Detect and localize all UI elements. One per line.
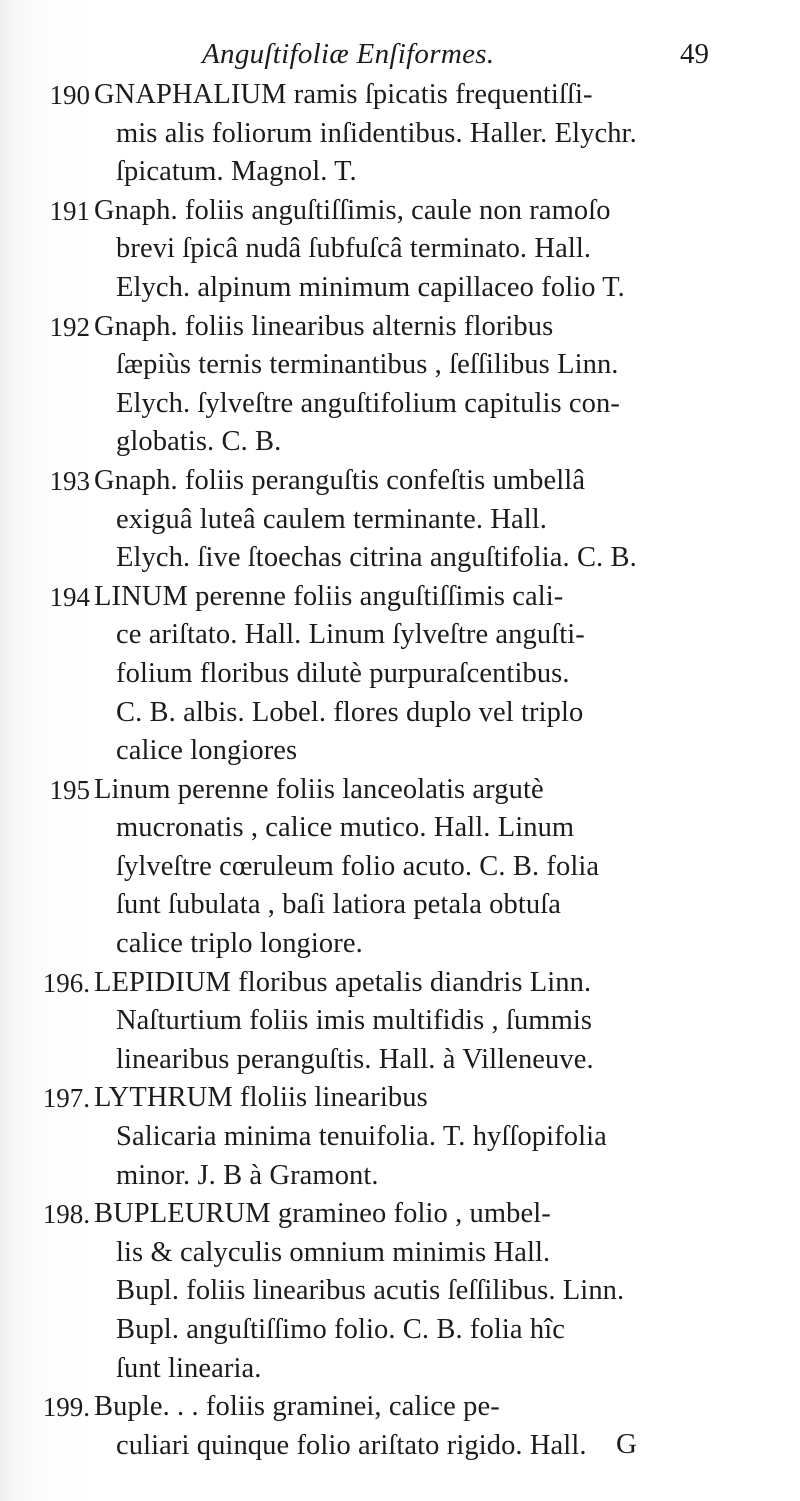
entry-line: ſylveſtre cœruleum folio acuto. C. B. folia	[116, 850, 600, 882]
entry-line: Linum perenne foliis lanceolatis argutè	[94, 773, 544, 805]
entry-193	[0, 462, 800, 578]
entry-number: 193	[49, 465, 90, 496]
entry-number: 194	[49, 581, 90, 612]
entry-line: GNAPHALIUM ramis ſpicatis frequentiſſi-	[94, 79, 593, 110]
entry-number: 191	[49, 195, 90, 226]
entry-line: minor. J. B à Gramont.	[116, 1159, 379, 1191]
entry-line: Naſturtium foliis imis multifidis , ſummis	[116, 1005, 593, 1037]
entry-line: LINUM perenne foliis anguſtiſſimis cali-	[94, 580, 564, 612]
entry-line: Bupl. foliis linearibus acutis ſeſſilibus. Linn.	[116, 1275, 625, 1307]
entry-line: ſæpiùs ternis terminantibus , ſeſſilibus Linn.	[116, 349, 619, 381]
entry-line: folium floribus dilutè purpuraſcentibus.	[116, 657, 570, 689]
entry-line: Elych. ſive ſtoechas citrina anguſtifolia. C. B.	[116, 542, 637, 574]
entry-line: Elych. alpinum minimum capillaceo folio T.	[116, 271, 625, 303]
entry-line: Gnaph. foliis anguſtiſſimis, caule non ramoſo	[94, 194, 611, 226]
entry-199	[0, 1388, 800, 1465]
entry-line: calice triplo longiore.	[116, 928, 363, 960]
entry-number: 196.	[42, 967, 90, 998]
entry-line: lis & calyculis omnium minimis Hall.	[116, 1236, 551, 1268]
entry-192	[0, 308, 800, 462]
entry-line: linearibus peranguſtis. Hall. à Villeneuve.	[116, 1043, 594, 1075]
entry-line: globatis. C. B.	[116, 426, 282, 458]
entry-number: 198.	[42, 1199, 90, 1230]
entry-line: ſunt ſubulata , baſi latiora petala obtuſa	[116, 889, 562, 921]
entry-line: BUPLEURUM gramineo folio , umbel-	[94, 1198, 551, 1230]
entry-line: Gnaph. foliis peranguſtis confeſtis umbellâ	[94, 464, 586, 496]
entry-line: calice longiores	[116, 735, 298, 767]
entry-197	[0, 1079, 800, 1195]
running-title: Anguſtifoliæ Enſiformes.	[202, 38, 495, 70]
entry-number: 199.	[42, 1392, 90, 1423]
running-head	[0, 38, 800, 78]
entry-line: mucronatis , calice mutico. Hall. Linum	[116, 812, 575, 844]
entry-list	[0, 76, 800, 1465]
entry-line: Elych. ſylveſtre anguſtifolium capitulis con-	[116, 387, 620, 419]
entry-196	[0, 964, 800, 1080]
entry-line: mis alis foliorum inſidentibus. Haller. Elychr.	[116, 117, 637, 149]
entry-194	[0, 578, 800, 771]
entry-line: Salicaria minima tenuifolia. T. hyſſopifolia	[116, 1121, 607, 1153]
entry-line: ce ariſtato. Hall. Linum ſylveſtre anguſti-	[116, 619, 585, 651]
entry-line: LYTHRUM floliis linearibus	[94, 1082, 428, 1114]
entry-line: Buple. . . foliis graminei, calice pe-	[94, 1391, 500, 1423]
entry-number: 190	[49, 80, 90, 110]
entry-line: LEPIDIUM floribus apetalis diandris Linn.	[94, 966, 592, 998]
entry-195	[0, 771, 800, 964]
entry-line: ſpicatum. Magnol. T.	[116, 156, 357, 188]
entry-line: C. B. albis. Lobel. flores duplo vel triplo	[116, 696, 584, 728]
entry-line: brevi ſpicâ nudâ ſubfuſcâ terminato. Hall.	[116, 233, 592, 265]
entry-number: 197.	[42, 1083, 90, 1114]
signature-mark: G	[616, 1428, 637, 1460]
entry-198	[0, 1195, 800, 1388]
page-number: 49	[680, 38, 709, 70]
entry-line: Bupl. anguſtiſſimo folio. C. B. folia hîc	[116, 1314, 565, 1345]
entry-line: culiari quinque folio ariſtato rigido. Hall.	[116, 1429, 587, 1461]
entry-191	[0, 192, 800, 308]
entry-number: 192	[49, 311, 90, 342]
entry-number: 195	[49, 774, 90, 805]
entry-line: Gnaph. foliis linearibus alternis floribus	[94, 310, 554, 342]
entry-line: ſunt linearia.	[116, 1352, 262, 1384]
entry-190	[0, 76, 800, 192]
entry-line: exiguâ luteâ caulem terminante. Hall.	[116, 503, 548, 535]
